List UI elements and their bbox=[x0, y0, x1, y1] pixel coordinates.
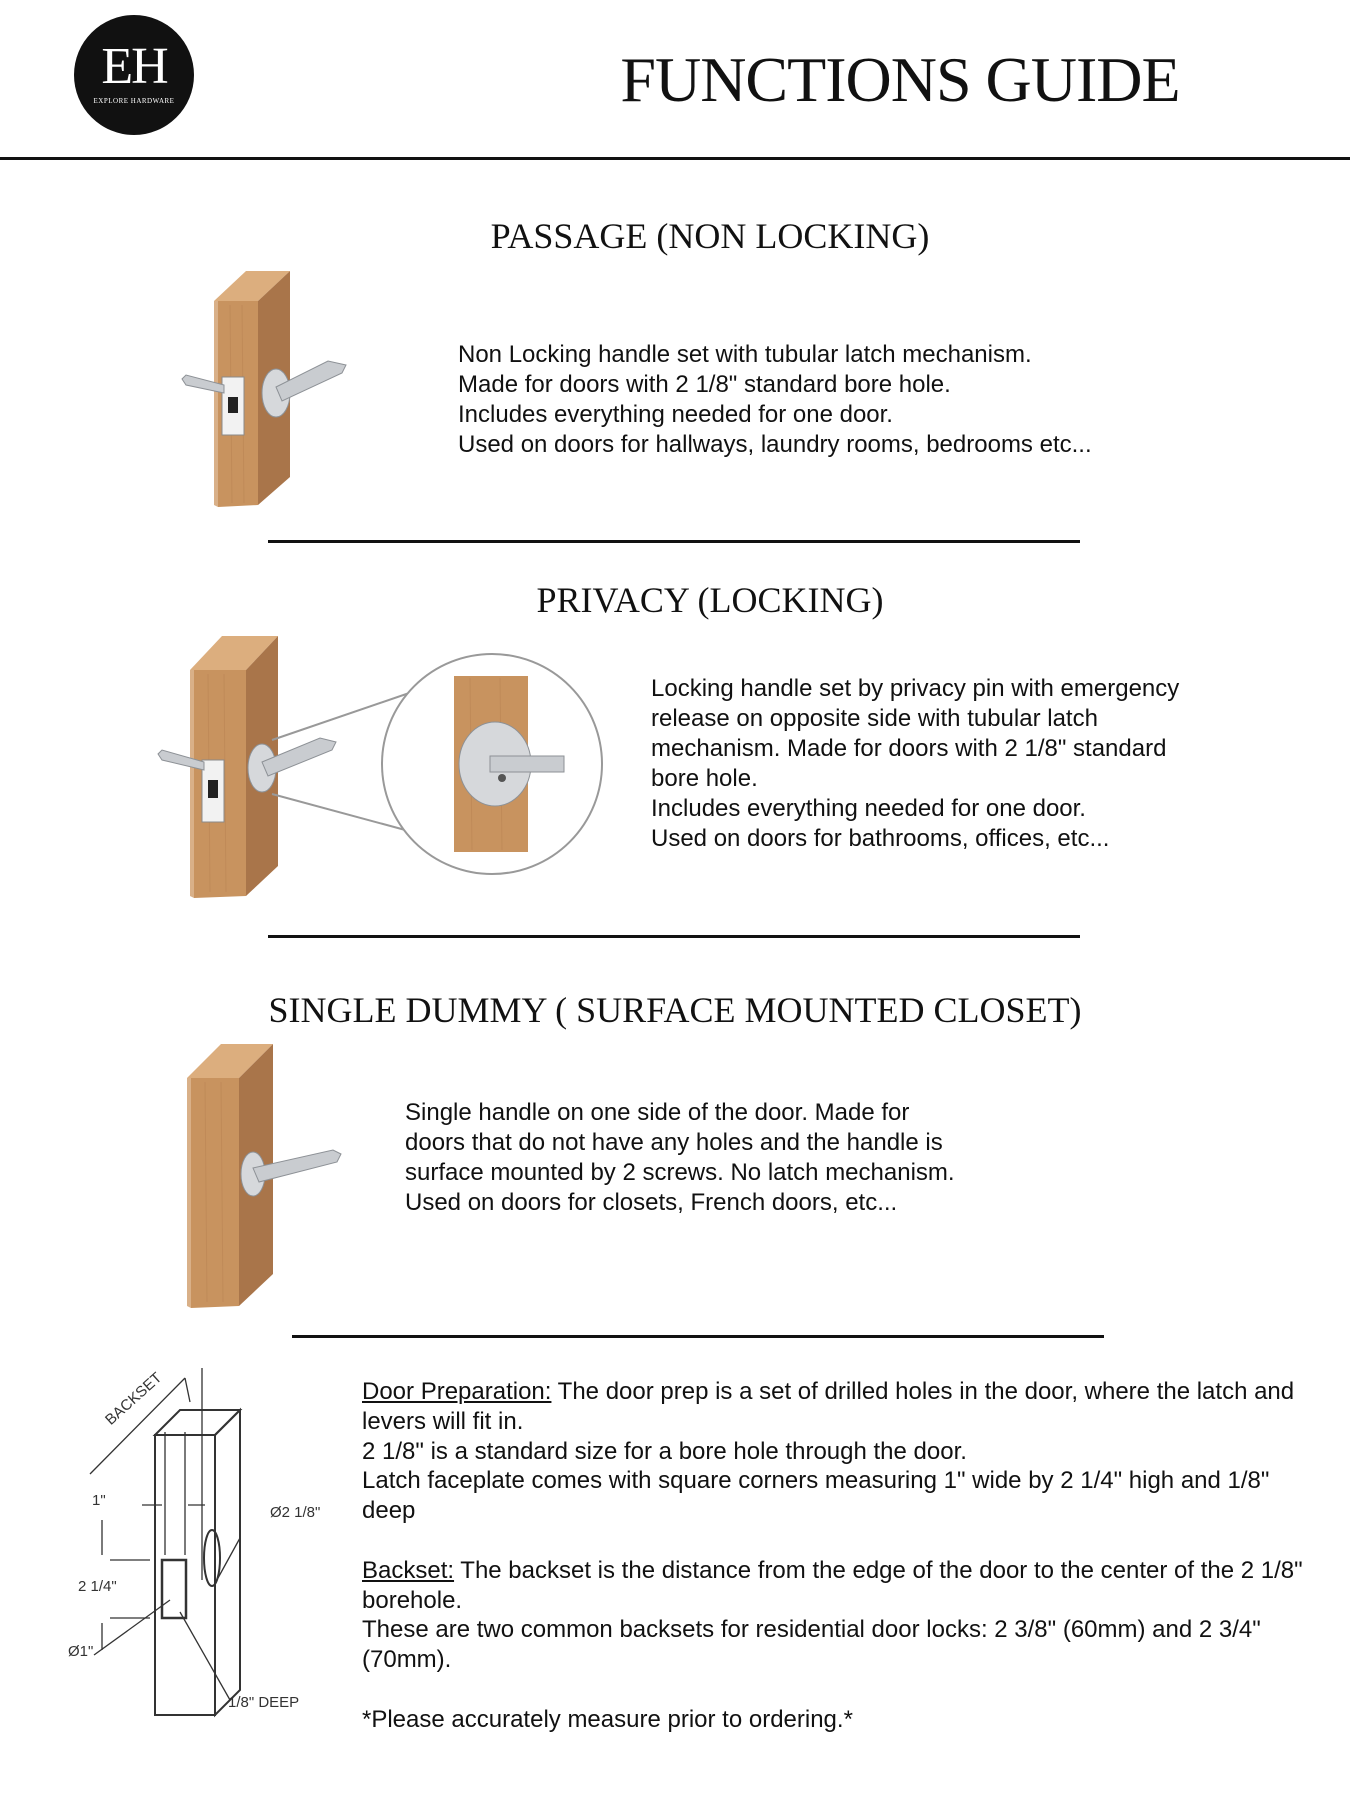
section-divider-2 bbox=[268, 935, 1080, 938]
passage-door-illustration bbox=[170, 265, 370, 510]
door-prep-text bbox=[362, 1377, 1307, 1735]
bore-diameter-label: Ø2 1/8" bbox=[270, 1504, 321, 1521]
privacy-description: Locking handle set by privacy pin with emergency release on opposite side with tubular latch mechanism. Made for doors with 2 1/8" standard bore hole. Includes everything needed for one door. Used on doors for bathrooms, offices, etc... bbox=[651, 675, 1180, 852]
backset-label: BACKSET bbox=[102, 1369, 166, 1429]
depth-label: 1/8" DEEP bbox=[228, 1694, 300, 1711]
latch-height-label: 2 1/4" bbox=[78, 1578, 117, 1595]
privacy-door-illustration bbox=[150, 630, 620, 900]
latch-diameter-label: Ø1" bbox=[68, 1643, 94, 1660]
measure-note: *Please accurately measure prior to ordering.* bbox=[362, 1705, 853, 1733]
door-prep-paragraph bbox=[362, 1377, 1307, 1526]
brand-logo bbox=[74, 15, 194, 135]
backset-body: The backset is the distance from the edge of the door to the center of the 2 1/8" borehole. These are two common backsets for residential door locks: 2 3/8" (60mm) and 2 3/4" (70mm). bbox=[362, 1556, 1303, 1674]
logo-subtext: EXPLORE HARDWARE bbox=[93, 97, 175, 105]
backset-heading: Backset: bbox=[362, 1556, 455, 1584]
single-dummy-description: Single handle on one side of the door. Made for doors that do not have any holes and the handle is surface mounted by 2 screws. No latch mechanism. Used on doors for closets, French doors, etc... bbox=[405, 1099, 955, 1216]
section-divider-1 bbox=[268, 540, 1080, 543]
backset-paragraph bbox=[362, 1556, 1307, 1675]
privacy-heading: PRIVACY (LOCKING) bbox=[536, 580, 884, 620]
page-title: FUNCTIONS GUIDE bbox=[620, 44, 1180, 115]
single-dummy-heading: SINGLE DUMMY ( SURFACE MOUNTED CLOSET) bbox=[268, 990, 1082, 1030]
section-divider-3 bbox=[292, 1335, 1104, 1338]
passage-heading: PASSAGE (NON LOCKING) bbox=[490, 216, 930, 256]
one-inch-label: 1" bbox=[92, 1492, 106, 1509]
single-dummy-door-illustration bbox=[175, 1040, 355, 1310]
passage-description: Non Locking handle set with tubular latch mechanism. Made for doors with 2 1/8" standard bore hole. Includes everything needed for one door. Used on doors for hallways, laundry rooms, bedrooms etc... bbox=[458, 341, 1092, 458]
door-prep-label: Door Preparation: bbox=[362, 1378, 552, 1405]
logo-mark: EH bbox=[101, 38, 167, 95]
header-divider bbox=[0, 157, 1350, 160]
door-prep-diagram-labels bbox=[50, 1370, 350, 1730]
door-prep-body: The door prep is a set of drilled holes in the door, where the latch and levers will fit in. 2 1/8" is a standard size for a bore hole through the door. Latch faceplate comes with square corners measuring 1" wide by 2 1/4" high and 1/8" deep bbox=[362, 1378, 1295, 1525]
